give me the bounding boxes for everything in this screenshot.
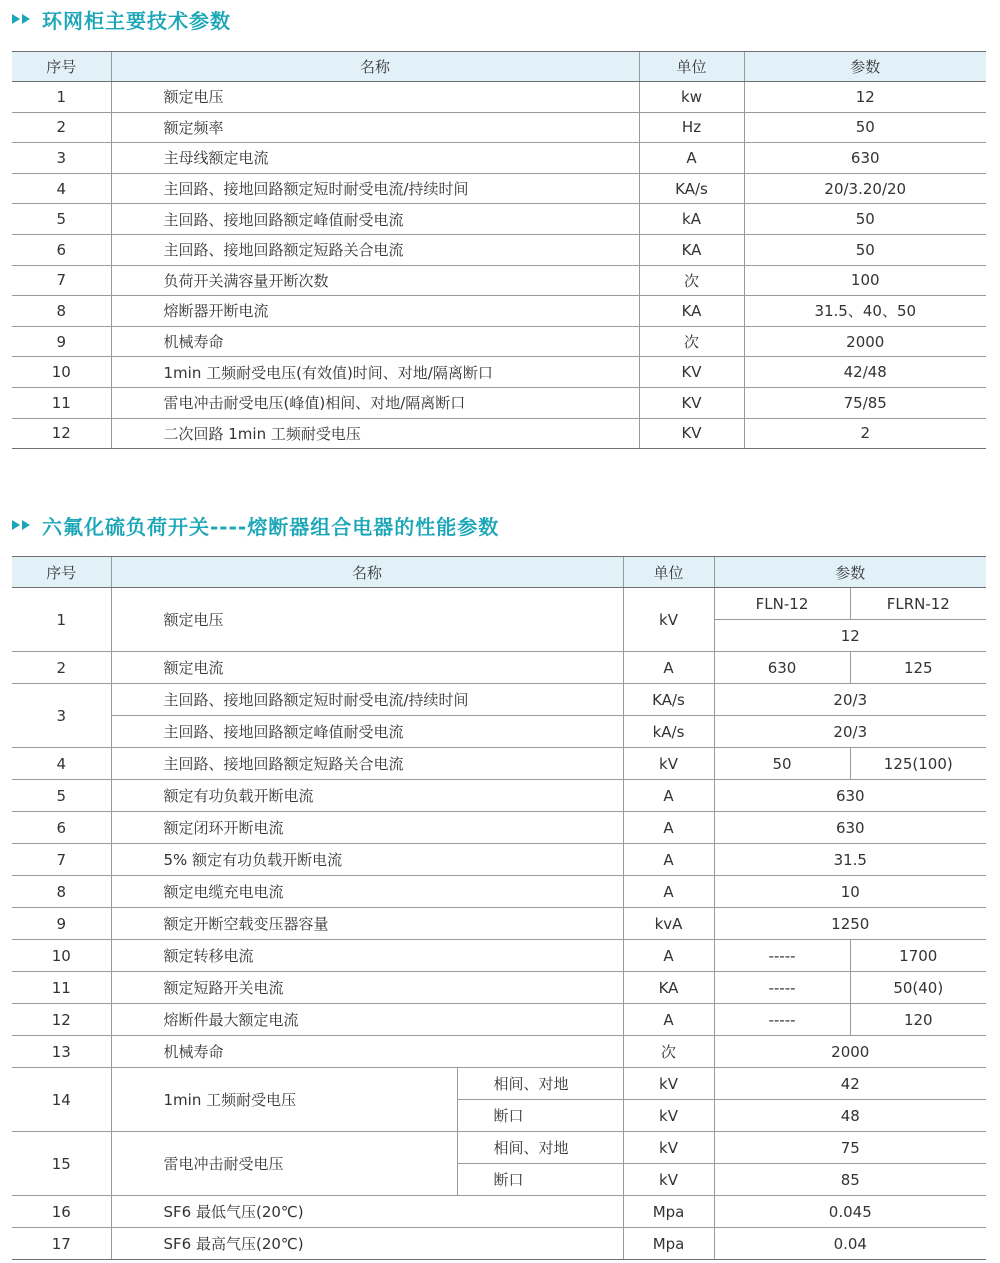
section2-title [12, 510, 499, 540]
row-index: 4 [12, 173, 111, 204]
table-row [12, 1004, 986, 1036]
row-value: 50 [744, 234, 986, 265]
table-row [12, 234, 986, 265]
row-index: 15 [12, 1132, 111, 1196]
row-unit: kV [623, 588, 714, 652]
row-value: 2 [744, 418, 986, 449]
row-index: 1 [12, 588, 111, 652]
specs-table-2-body [12, 588, 986, 1260]
row-name: 额定有功负载开断电流 [111, 780, 623, 812]
row-name: 额定短路开关电流 [111, 972, 623, 1004]
table-row [12, 357, 986, 388]
model-flrn: FLRN-12 [850, 588, 986, 620]
row-name: 1min 工频耐受电压 [111, 1068, 457, 1132]
row-value-flrn: 125 [850, 652, 986, 684]
table-row [12, 748, 986, 780]
row-name: 主母线额定电流 [111, 143, 639, 174]
row-index: 5 [12, 780, 111, 812]
row-value-fln: ----- [714, 940, 850, 972]
row-unit: A [623, 780, 714, 812]
row-index: 2 [12, 112, 111, 143]
row-unit: Mpa [623, 1228, 714, 1260]
row-value-flrn: 125(100) [850, 748, 986, 780]
model-fln: FLN-12 [714, 588, 850, 620]
row-unit: kw [639, 82, 744, 113]
row-name: 雷电冲击耐受电压 [111, 1132, 457, 1196]
table-row [12, 387, 986, 418]
row-value: 12 [744, 82, 986, 113]
row-index: 4 [12, 748, 111, 780]
row-index: 7 [12, 844, 111, 876]
row-name: SF6 最高气压(20℃) [111, 1228, 623, 1260]
row-index: 11 [12, 972, 111, 1004]
row-unit: A [623, 940, 714, 972]
table-row [12, 972, 986, 1004]
row-unit: kV [623, 748, 714, 780]
table-row [12, 1068, 986, 1100]
row-value-fln: 630 [714, 652, 850, 684]
table-row [12, 326, 986, 357]
row-index: 3 [12, 684, 111, 748]
table-row [12, 780, 986, 812]
table-row [12, 265, 986, 296]
table-row [12, 1196, 986, 1228]
row-name: 熔断器开断电流 [111, 296, 639, 327]
row-index: 6 [12, 812, 111, 844]
table-row [12, 173, 986, 204]
table-row [12, 876, 986, 908]
double-arrow-icon [12, 520, 32, 530]
row-name: 主回路、接地回路额定短路关合电流 [111, 748, 623, 780]
row-value: 10 [714, 876, 986, 908]
row-value-flrn: 1700 [850, 940, 986, 972]
row-value: 20/3 [714, 684, 986, 716]
row-name: 主回路、接地回路额定短时耐受电流/持续时间 [111, 173, 639, 204]
row-unit: KV [639, 418, 744, 449]
table-row [12, 1132, 986, 1164]
header-index: 序号 [12, 52, 111, 82]
specs-table-2 [12, 556, 986, 1260]
header-value: 参数 [744, 52, 986, 82]
table-row [12, 684, 986, 716]
table-row [12, 908, 986, 940]
row-index: 8 [12, 296, 111, 327]
row-index: 9 [12, 908, 111, 940]
row-index: 2 [12, 652, 111, 684]
row-unit: 次 [639, 265, 744, 296]
row-value-fln: ----- [714, 972, 850, 1004]
table-row [12, 1228, 986, 1260]
header-name: 名称 [111, 557, 623, 588]
row-name: 额定电缆充电电流 [111, 876, 623, 908]
row-unit: kV [623, 1132, 714, 1164]
row-name: 额定转移电流 [111, 940, 623, 972]
table-row [12, 812, 986, 844]
row-unit: 次 [639, 326, 744, 357]
row-unit: A [623, 812, 714, 844]
row-unit: A [623, 876, 714, 908]
row-value: 75 [714, 1132, 986, 1164]
row-subname: 断口 [457, 1164, 623, 1196]
row-name: 主回路、接地回路额定峰值耐受电流 [111, 716, 623, 748]
row-name: 5% 额定有功负载开断电流 [111, 844, 623, 876]
row-value-flrn: 120 [850, 1004, 986, 1036]
row-index: 9 [12, 326, 111, 357]
row-index: 16 [12, 1196, 111, 1228]
row-name: 额定闭环开断电流 [111, 812, 623, 844]
row-index: 11 [12, 387, 111, 418]
row-index: 14 [12, 1068, 111, 1132]
row-unit: KA [623, 972, 714, 1004]
table-row [12, 940, 986, 972]
row-value-flrn: 50(40) [850, 972, 986, 1004]
table-row [12, 588, 986, 620]
row-unit: KA/s [623, 684, 714, 716]
row-value: 75/85 [744, 387, 986, 418]
row-name: 主回路、接地回路额定短时耐受电流/持续时间 [111, 684, 623, 716]
row-value: 12 [714, 620, 986, 652]
table-row [12, 204, 986, 235]
row-value: 50 [744, 112, 986, 143]
row-unit: KA [639, 296, 744, 327]
row-index: 12 [12, 1004, 111, 1036]
row-value: 48 [714, 1100, 986, 1132]
table-row [12, 844, 986, 876]
double-arrow-icon [12, 14, 32, 24]
row-index: 8 [12, 876, 111, 908]
row-index: 5 [12, 204, 111, 235]
row-unit: A [623, 652, 714, 684]
row-index: 10 [12, 357, 111, 388]
row-name: 雷电冲击耐受电压(峰值)相间、对地/隔离断口 [111, 387, 639, 418]
row-unit: 次 [623, 1036, 714, 1068]
header-value: 参数 [714, 557, 986, 588]
row-value: 42 [714, 1068, 986, 1100]
row-name: 熔断件最大额定电流 [111, 1004, 623, 1036]
row-unit: kA/s [623, 716, 714, 748]
row-index: 1 [12, 82, 111, 113]
row-name: 二次回路 1min 工频耐受电压 [111, 418, 639, 449]
row-value: 100 [744, 265, 986, 296]
table-row [12, 418, 986, 449]
row-name: 主回路、接地回路额定峰值耐受电流 [111, 204, 639, 235]
row-value: 20/3.20/20 [744, 173, 986, 204]
row-subname: 相间、对地 [457, 1132, 623, 1164]
row-name: SF6 最低气压(20℃) [111, 1196, 623, 1228]
row-unit: KA [639, 234, 744, 265]
row-value: 50 [744, 204, 986, 235]
row-name: 额定电流 [111, 652, 623, 684]
row-unit: kA [639, 204, 744, 235]
row-name: 额定频率 [111, 112, 639, 143]
row-name: 额定电压 [111, 588, 623, 652]
row-name: 1min 工频耐受电压(有效值)时间、对地/隔离断口 [111, 357, 639, 388]
row-index: 12 [12, 418, 111, 449]
specs-table-1 [12, 51, 986, 449]
table-row [12, 652, 986, 684]
table-row [12, 716, 986, 748]
row-unit: A [623, 1004, 714, 1036]
header-name: 名称 [111, 52, 639, 82]
table-row [12, 143, 986, 174]
row-unit: KA/s [639, 173, 744, 204]
row-value: 85 [714, 1164, 986, 1196]
header-unit: 单位 [639, 52, 744, 82]
row-unit: kV [623, 1100, 714, 1132]
row-subname: 断口 [457, 1100, 623, 1132]
row-unit: KV [639, 357, 744, 388]
row-value-fln: ----- [714, 1004, 850, 1036]
row-name: 主回路、接地回路额定短路关合电流 [111, 234, 639, 265]
section1-title [12, 4, 231, 34]
row-value: 0.045 [714, 1196, 986, 1228]
row-value: 630 [744, 143, 986, 174]
row-unit: A [623, 844, 714, 876]
row-subname: 相间、对地 [457, 1068, 623, 1100]
row-value: 630 [714, 780, 986, 812]
row-unit: KV [639, 387, 744, 418]
row-value: 2000 [714, 1036, 986, 1068]
row-unit: kvA [623, 908, 714, 940]
row-unit: Mpa [623, 1196, 714, 1228]
row-value: 31.5、40、50 [744, 296, 986, 327]
row-value: 42/48 [744, 357, 986, 388]
row-index: 3 [12, 143, 111, 174]
row-index: 10 [12, 940, 111, 972]
row-name: 额定电压 [111, 82, 639, 113]
table-row [12, 296, 986, 327]
header-index: 序号 [12, 557, 111, 588]
row-value: 31.5 [714, 844, 986, 876]
table-row [12, 1036, 986, 1068]
row-name: 额定开断空载变压器容量 [111, 908, 623, 940]
row-value: 20/3 [714, 716, 986, 748]
section1-title-text: 环网柜主要技术参数 [42, 8, 231, 33]
row-unit: kV [623, 1164, 714, 1196]
row-index: 6 [12, 234, 111, 265]
row-value: 630 [714, 812, 986, 844]
row-index: 13 [12, 1036, 111, 1068]
row-index: 7 [12, 265, 111, 296]
row-value: 1250 [714, 908, 986, 940]
row-value-fln: 50 [714, 748, 850, 780]
specs-table-1-body [12, 82, 986, 449]
row-index: 17 [12, 1228, 111, 1260]
header-unit: 单位 [623, 557, 714, 588]
row-name: 机械寿命 [111, 1036, 623, 1068]
row-value: 2000 [744, 326, 986, 357]
row-unit: kV [623, 1068, 714, 1100]
table-row [12, 112, 986, 143]
row-value: 0.04 [714, 1228, 986, 1260]
row-name: 负荷开关满容量开断次数 [111, 265, 639, 296]
table-row [12, 82, 986, 113]
row-unit: Hz [639, 112, 744, 143]
row-unit: A [639, 143, 744, 174]
section2-title-text: 六氟化硫负荷开关----熔断器组合电器的性能参数 [42, 514, 500, 539]
row-name: 机械寿命 [111, 326, 639, 357]
